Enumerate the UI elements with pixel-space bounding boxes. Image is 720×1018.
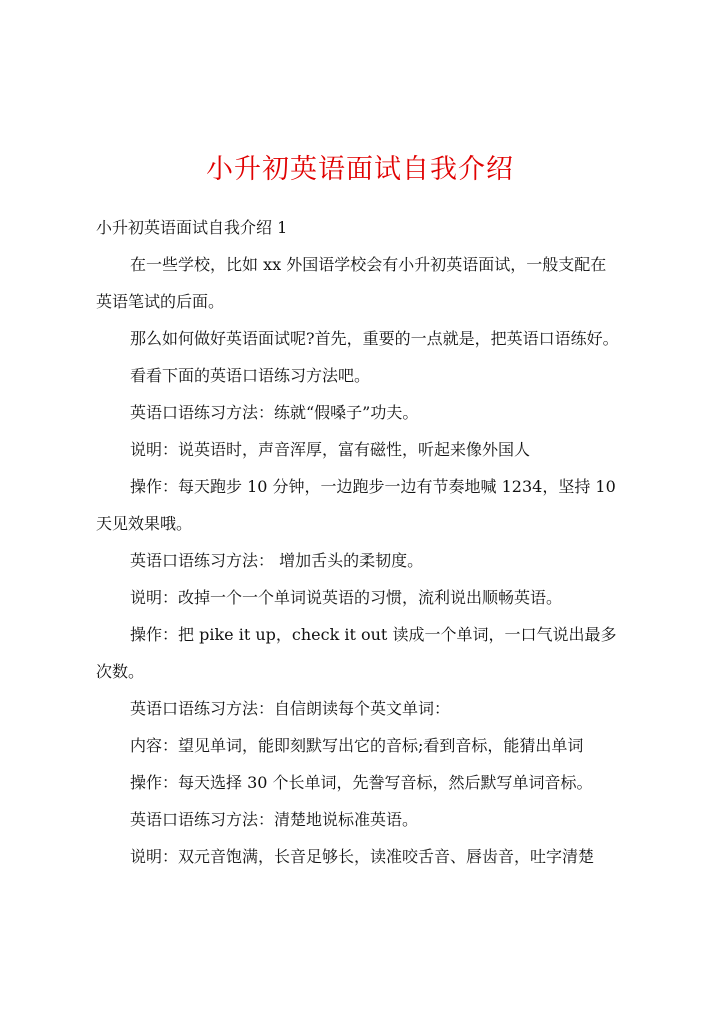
paragraph-line: 操作：把 pike it up，check it out 读成一个单词，一口气说出最多	[130, 625, 617, 644]
paragraph-line: 那么如何做好英语面试呢?首先，重要的一点就是，把英语口语练好。	[130, 329, 619, 348]
document-title: 小升初英语面试自我介绍	[206, 154, 514, 185]
paragraph-line: 说明：改掉一个一个单词说英语的习惯，流利说出顺畅英语。	[130, 588, 563, 607]
paragraph-line: 次数。	[96, 662, 145, 681]
paragraph-line: 英语笔试的后面。	[96, 292, 225, 311]
section-heading: 小升初英语面试自我介绍 1	[96, 218, 288, 237]
paragraph-line: 说明：说英语时，声音浑厚，富有磁性，听起来像外国人	[130, 440, 531, 459]
paragraph-line: 天见效果哦。	[96, 514, 193, 533]
document-body	[96, 218, 644, 867]
paragraph-line: 操作：每天跑步 10 分钟，一边跑步一边有节奏地喊 1234，坚持 10	[130, 477, 616, 496]
paragraph-line: 在一些学校，比如 xx 外国语学校会有小升初英语面试，一般支配在	[130, 255, 607, 274]
paragraph-line: 操作：每天选择 30 个长单词，先誊写音标，然后默写单词音标。	[130, 773, 593, 792]
paragraph-line: 英语口语练习方法：自信朗读每个英文单词：	[130, 699, 451, 718]
paragraph-line: 英语口语练习方法：练就“假嗓子”功夫。	[130, 403, 419, 422]
paragraph-line: 英语口语练习方法： 增加舌头的柔韧度。	[130, 551, 424, 570]
paragraph-line: 英语口语练习方法：清楚地说标准英语。	[130, 810, 419, 829]
paragraph-line: 内容：望见单词，能即刻默写出它的音标;看到音标，能猜出单词	[130, 736, 584, 755]
paragraph-line: 说明：双元音饱满，长音足够长，读准咬舌音、唇齿音，吐字清楚	[130, 847, 595, 866]
paragraph-line: 看看下面的英语口语练习方法吧。	[130, 366, 371, 385]
